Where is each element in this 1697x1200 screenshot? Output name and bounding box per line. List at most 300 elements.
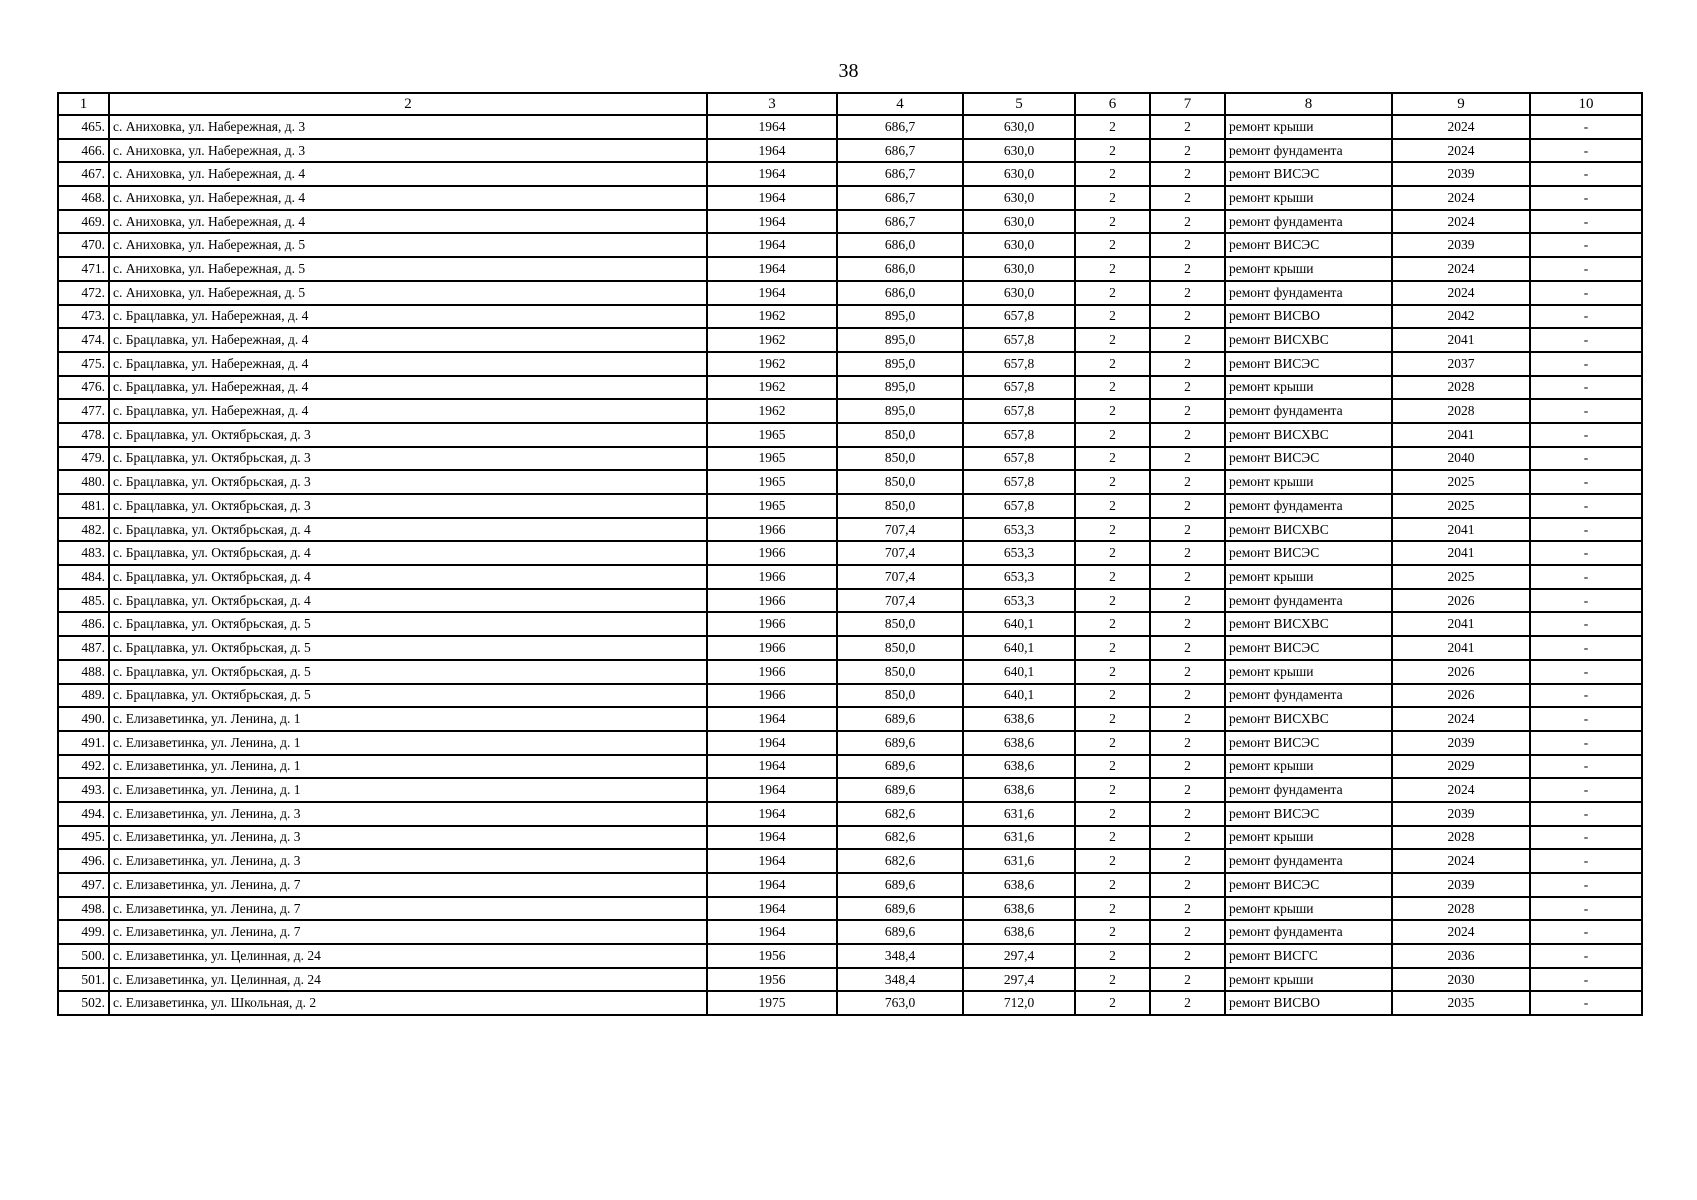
floors-cell: 2	[1075, 352, 1150, 376]
table-row	[58, 707, 1642, 731]
address-cell: с. Брацлавка, ул. Набережная, д. 4	[109, 399, 707, 423]
address-cell: с. Аниховка, ул. Набережная, д. 3	[109, 115, 707, 139]
address-cell: с. Елизаветинка, ул. Ленина, д. 7	[109, 873, 707, 897]
total-area-cell: 689,6	[837, 897, 963, 921]
row-number-cell: 466.	[58, 139, 109, 163]
living-area-cell: 630,0	[963, 162, 1075, 186]
floors-cell: 2	[1075, 589, 1150, 613]
entrances-cell: 2	[1150, 944, 1225, 968]
address-cell: с. Елизаветинка, ул. Школьная, д. 2	[109, 991, 707, 1015]
table-row	[58, 494, 1642, 518]
row-number-cell: 492.	[58, 755, 109, 779]
address-cell: с. Брацлавка, ул. Октябрьская, д. 4	[109, 589, 707, 613]
floors-cell: 2	[1075, 257, 1150, 281]
note-cell: -	[1530, 707, 1642, 731]
planned-year-cell: 2024	[1392, 778, 1530, 802]
entrances-cell: 2	[1150, 707, 1225, 731]
total-area-cell: 895,0	[837, 376, 963, 400]
row-number-cell: 470.	[58, 233, 109, 257]
entrances-cell: 2	[1150, 210, 1225, 234]
planned-year-cell: 2041	[1392, 328, 1530, 352]
living-area-cell: 631,6	[963, 849, 1075, 873]
planned-year-cell: 2025	[1392, 565, 1530, 589]
note-cell: -	[1530, 920, 1642, 944]
table-row	[58, 826, 1642, 850]
total-area-cell: 689,6	[837, 731, 963, 755]
entrances-cell: 2	[1150, 494, 1225, 518]
year-cell: 1956	[707, 968, 837, 992]
living-area-cell: 657,8	[963, 305, 1075, 329]
entrances-cell: 2	[1150, 328, 1225, 352]
planned-year-cell: 2024	[1392, 281, 1530, 305]
note-cell: -	[1530, 399, 1642, 423]
year-cell: 1962	[707, 376, 837, 400]
entrances-cell: 2	[1150, 778, 1225, 802]
work-type-cell: ремонт фундамента	[1225, 684, 1392, 708]
table-row	[58, 328, 1642, 352]
planned-year-cell: 2029	[1392, 755, 1530, 779]
address-cell: с. Брацлавка, ул. Октябрьская, д. 4	[109, 518, 707, 542]
table-row	[58, 778, 1642, 802]
table-row	[58, 399, 1642, 423]
column-header: 10	[1530, 93, 1642, 115]
table-row	[58, 162, 1642, 186]
address-cell: с. Брацлавка, ул. Набережная, д. 4	[109, 305, 707, 329]
address-cell: с. Брацлавка, ул. Октябрьская, д. 4	[109, 565, 707, 589]
total-area-cell: 850,0	[837, 494, 963, 518]
floors-cell: 2	[1075, 399, 1150, 423]
entrances-cell: 2	[1150, 968, 1225, 992]
note-cell: -	[1530, 565, 1642, 589]
floors-cell: 2	[1075, 139, 1150, 163]
year-cell: 1962	[707, 305, 837, 329]
floors-cell: 2	[1075, 447, 1150, 471]
work-type-cell: ремонт фундамента	[1225, 139, 1392, 163]
year-cell: 1966	[707, 684, 837, 708]
row-number-cell: 485.	[58, 589, 109, 613]
column-header: 3	[707, 93, 837, 115]
planned-year-cell: 2036	[1392, 944, 1530, 968]
entrances-cell: 2	[1150, 731, 1225, 755]
note-cell: -	[1530, 518, 1642, 542]
living-area-cell: 653,3	[963, 589, 1075, 613]
table-row	[58, 849, 1642, 873]
living-area-cell: 630,0	[963, 281, 1075, 305]
note-cell: -	[1530, 257, 1642, 281]
table-row	[58, 589, 1642, 613]
address-cell: с. Елизаветинка, ул. Ленина, д. 3	[109, 849, 707, 873]
floors-cell: 2	[1075, 565, 1150, 589]
table-row	[58, 991, 1642, 1015]
living-area-cell: 630,0	[963, 233, 1075, 257]
address-cell: с. Аниховка, ул. Набережная, д. 5	[109, 233, 707, 257]
year-cell: 1965	[707, 470, 837, 494]
row-number-cell: 482.	[58, 518, 109, 542]
floors-cell: 2	[1075, 305, 1150, 329]
address-cell: с. Елизаветинка, ул. Ленина, д. 3	[109, 826, 707, 850]
work-type-cell: ремонт крыши	[1225, 470, 1392, 494]
row-number-cell: 476.	[58, 376, 109, 400]
living-area-cell: 653,3	[963, 541, 1075, 565]
floors-cell: 2	[1075, 115, 1150, 139]
note-cell: -	[1530, 612, 1642, 636]
table-row	[58, 115, 1642, 139]
table-row	[58, 541, 1642, 565]
total-area-cell: 686,0	[837, 233, 963, 257]
total-area-cell: 348,4	[837, 968, 963, 992]
table-row	[58, 873, 1642, 897]
table-row	[58, 281, 1642, 305]
entrances-cell: 2	[1150, 897, 1225, 921]
row-number-cell: 480.	[58, 470, 109, 494]
year-cell: 1962	[707, 328, 837, 352]
living-area-cell: 630,0	[963, 257, 1075, 281]
year-cell: 1966	[707, 541, 837, 565]
total-area-cell: 895,0	[837, 328, 963, 352]
year-cell: 1964	[707, 257, 837, 281]
note-cell: -	[1530, 352, 1642, 376]
address-cell: с. Брацлавка, ул. Октябрьская, д. 5	[109, 660, 707, 684]
living-area-cell: 657,8	[963, 494, 1075, 518]
planned-year-cell: 2041	[1392, 612, 1530, 636]
total-area-cell: 850,0	[837, 423, 963, 447]
work-type-cell: ремонт фундамента	[1225, 589, 1392, 613]
table-row	[58, 944, 1642, 968]
total-area-cell: 850,0	[837, 684, 963, 708]
year-cell: 1964	[707, 139, 837, 163]
floors-cell: 2	[1075, 210, 1150, 234]
floors-cell: 2	[1075, 826, 1150, 850]
total-area-cell: 682,6	[837, 849, 963, 873]
address-cell: с. Елизаветинка, ул. Ленина, д. 1	[109, 707, 707, 731]
year-cell: 1962	[707, 352, 837, 376]
table-row	[58, 186, 1642, 210]
planned-year-cell: 2039	[1392, 802, 1530, 826]
entrances-cell: 2	[1150, 162, 1225, 186]
column-header: 9	[1392, 93, 1530, 115]
address-cell: с. Брацлавка, ул. Октябрьская, д. 3	[109, 423, 707, 447]
living-area-cell: 630,0	[963, 115, 1075, 139]
planned-year-cell: 2039	[1392, 162, 1530, 186]
total-area-cell: 686,7	[837, 210, 963, 234]
table-row	[58, 755, 1642, 779]
work-type-cell: ремонт ВИСХВС	[1225, 423, 1392, 447]
table-row	[58, 636, 1642, 660]
year-cell: 1966	[707, 565, 837, 589]
address-cell: с. Брацлавка, ул. Октябрьская, д. 3	[109, 447, 707, 471]
note-cell: -	[1530, 731, 1642, 755]
table-row	[58, 423, 1642, 447]
total-area-cell: 850,0	[837, 660, 963, 684]
address-cell: с. Брацлавка, ул. Октябрьская, д. 5	[109, 612, 707, 636]
address-cell: с. Елизаветинка, ул. Ленина, д. 1	[109, 731, 707, 755]
address-cell: с. Аниховка, ул. Набережная, д. 5	[109, 281, 707, 305]
floors-cell: 2	[1075, 328, 1150, 352]
year-cell: 1964	[707, 186, 837, 210]
table-row	[58, 897, 1642, 921]
total-area-cell: 689,6	[837, 920, 963, 944]
note-cell: -	[1530, 778, 1642, 802]
total-area-cell: 682,6	[837, 826, 963, 850]
table-row	[58, 684, 1642, 708]
planned-year-cell: 2037	[1392, 352, 1530, 376]
entrances-cell: 2	[1150, 186, 1225, 210]
table-row	[58, 920, 1642, 944]
total-area-cell: 689,6	[837, 707, 963, 731]
floors-cell: 2	[1075, 281, 1150, 305]
work-type-cell: ремонт крыши	[1225, 257, 1392, 281]
total-area-cell: 850,0	[837, 636, 963, 660]
row-number-cell: 471.	[58, 257, 109, 281]
living-area-cell: 630,0	[963, 139, 1075, 163]
floors-cell: 2	[1075, 991, 1150, 1015]
living-area-cell: 712,0	[963, 991, 1075, 1015]
entrances-cell: 2	[1150, 399, 1225, 423]
table-row	[58, 305, 1642, 329]
row-number-cell: 496.	[58, 849, 109, 873]
total-area-cell: 686,0	[837, 281, 963, 305]
floors-cell: 2	[1075, 470, 1150, 494]
floors-cell: 2	[1075, 541, 1150, 565]
year-cell: 1965	[707, 447, 837, 471]
floors-cell: 2	[1075, 494, 1150, 518]
entrances-cell: 2	[1150, 139, 1225, 163]
planned-year-cell: 2039	[1392, 873, 1530, 897]
table-row	[58, 376, 1642, 400]
note-cell: -	[1530, 991, 1642, 1015]
address-cell: с. Аниховка, ул. Набережная, д. 3	[109, 139, 707, 163]
table-row	[58, 257, 1642, 281]
entrances-cell: 2	[1150, 423, 1225, 447]
table-row	[58, 565, 1642, 589]
address-cell: с. Елизаветинка, ул. Целинная, д. 24	[109, 968, 707, 992]
entrances-cell: 2	[1150, 257, 1225, 281]
living-area-cell: 630,0	[963, 210, 1075, 234]
row-number-cell: 489.	[58, 684, 109, 708]
planned-year-cell: 2026	[1392, 660, 1530, 684]
year-cell: 1966	[707, 612, 837, 636]
total-area-cell: 686,7	[837, 186, 963, 210]
planned-year-cell: 2024	[1392, 849, 1530, 873]
work-type-cell: ремонт ВИСХВС	[1225, 328, 1392, 352]
planned-year-cell: 2028	[1392, 826, 1530, 850]
row-number-cell: 499.	[58, 920, 109, 944]
entrances-cell: 2	[1150, 376, 1225, 400]
planned-year-cell: 2024	[1392, 139, 1530, 163]
planned-year-cell: 2024	[1392, 115, 1530, 139]
floors-cell: 2	[1075, 186, 1150, 210]
floors-cell: 2	[1075, 897, 1150, 921]
table-row	[58, 660, 1642, 684]
planned-year-cell: 2024	[1392, 210, 1530, 234]
work-type-cell: ремонт крыши	[1225, 565, 1392, 589]
note-cell: -	[1530, 162, 1642, 186]
living-area-cell: 640,1	[963, 612, 1075, 636]
address-cell: с. Брацлавка, ул. Набережная, д. 4	[109, 328, 707, 352]
address-cell: с. Елизаветинка, ул. Ленина, д. 1	[109, 778, 707, 802]
planned-year-cell: 2024	[1392, 186, 1530, 210]
planned-year-cell: 2028	[1392, 399, 1530, 423]
living-area-cell: 657,8	[963, 447, 1075, 471]
total-area-cell: 682,6	[837, 802, 963, 826]
table-row	[58, 731, 1642, 755]
work-type-cell: ремонт ВИСГС	[1225, 944, 1392, 968]
total-area-cell: 686,7	[837, 139, 963, 163]
floors-cell: 2	[1075, 376, 1150, 400]
row-number-cell: 494.	[58, 802, 109, 826]
table-body	[58, 115, 1642, 1015]
entrances-cell: 2	[1150, 920, 1225, 944]
page-number: 38	[838, 60, 859, 82]
planned-year-cell: 2028	[1392, 376, 1530, 400]
table-row	[58, 802, 1642, 826]
total-area-cell: 689,6	[837, 873, 963, 897]
entrances-cell: 2	[1150, 281, 1225, 305]
note-cell: -	[1530, 423, 1642, 447]
row-number-cell: 500.	[58, 944, 109, 968]
total-area-cell: 850,0	[837, 612, 963, 636]
year-cell: 1966	[707, 518, 837, 542]
floors-cell: 2	[1075, 802, 1150, 826]
living-area-cell: 638,6	[963, 920, 1075, 944]
table-row	[58, 470, 1642, 494]
work-type-cell: ремонт крыши	[1225, 186, 1392, 210]
note-cell: -	[1530, 281, 1642, 305]
note-cell: -	[1530, 376, 1642, 400]
row-number-cell: 487.	[58, 636, 109, 660]
year-cell: 1964	[707, 210, 837, 234]
entrances-cell: 2	[1150, 447, 1225, 471]
planned-year-cell: 2039	[1392, 731, 1530, 755]
row-number-cell: 465.	[58, 115, 109, 139]
note-cell: -	[1530, 636, 1642, 660]
row-number-cell: 501.	[58, 968, 109, 992]
living-area-cell: 638,6	[963, 897, 1075, 921]
address-cell: с. Елизаветинка, ул. Ленина, д. 7	[109, 897, 707, 921]
living-area-cell: 638,6	[963, 755, 1075, 779]
note-cell: -	[1530, 541, 1642, 565]
year-cell: 1965	[707, 494, 837, 518]
entrances-cell: 2	[1150, 849, 1225, 873]
living-area-cell: 657,8	[963, 399, 1075, 423]
note-cell: -	[1530, 873, 1642, 897]
note-cell: -	[1530, 139, 1642, 163]
work-type-cell: ремонт фундамента	[1225, 210, 1392, 234]
work-type-cell: ремонт крыши	[1225, 968, 1392, 992]
year-cell: 1956	[707, 944, 837, 968]
note-cell: -	[1530, 968, 1642, 992]
living-area-cell: 297,4	[963, 968, 1075, 992]
planned-year-cell: 2030	[1392, 968, 1530, 992]
work-type-cell: ремонт ВИСВО	[1225, 305, 1392, 329]
note-cell: -	[1530, 944, 1642, 968]
row-number-cell: 472.	[58, 281, 109, 305]
total-area-cell: 686,0	[837, 257, 963, 281]
total-area-cell: 689,6	[837, 755, 963, 779]
floors-cell: 2	[1075, 684, 1150, 708]
planned-year-cell: 2041	[1392, 518, 1530, 542]
entrances-cell: 2	[1150, 802, 1225, 826]
address-cell: с. Аниховка, ул. Набережная, д. 5	[109, 257, 707, 281]
total-area-cell: 707,4	[837, 589, 963, 613]
table-row	[58, 233, 1642, 257]
note-cell: -	[1530, 849, 1642, 873]
entrances-cell: 2	[1150, 305, 1225, 329]
row-number-cell: 497.	[58, 873, 109, 897]
address-cell: с. Елизаветинка, ул. Целинная, д. 24	[109, 944, 707, 968]
note-cell: -	[1530, 660, 1642, 684]
column-header: 6	[1075, 93, 1150, 115]
row-number-cell: 473.	[58, 305, 109, 329]
registry-table	[57, 92, 1643, 1016]
year-cell: 1964	[707, 826, 837, 850]
living-area-cell: 657,8	[963, 423, 1075, 447]
row-number-cell: 493.	[58, 778, 109, 802]
planned-year-cell: 2028	[1392, 897, 1530, 921]
planned-year-cell: 2041	[1392, 636, 1530, 660]
living-area-cell: 653,3	[963, 518, 1075, 542]
table-row	[58, 210, 1642, 234]
row-number-cell: 491.	[58, 731, 109, 755]
entrances-cell: 2	[1150, 115, 1225, 139]
address-cell: с. Елизаветинка, ул. Ленина, д. 7	[109, 920, 707, 944]
living-area-cell: 653,3	[963, 565, 1075, 589]
note-cell: -	[1530, 897, 1642, 921]
total-area-cell: 707,4	[837, 565, 963, 589]
column-header: 5	[963, 93, 1075, 115]
living-area-cell: 640,1	[963, 636, 1075, 660]
work-type-cell: ремонт фундамента	[1225, 281, 1392, 305]
planned-year-cell: 2040	[1392, 447, 1530, 471]
year-cell: 1964	[707, 115, 837, 139]
row-number-cell: 478.	[58, 423, 109, 447]
year-cell: 1962	[707, 399, 837, 423]
table-row	[58, 139, 1642, 163]
total-area-cell: 895,0	[837, 305, 963, 329]
planned-year-cell: 2026	[1392, 684, 1530, 708]
work-type-cell: ремонт крыши	[1225, 755, 1392, 779]
address-cell: с. Елизаветинка, ул. Ленина, д. 1	[109, 755, 707, 779]
living-area-cell: 630,0	[963, 186, 1075, 210]
planned-year-cell: 2025	[1392, 470, 1530, 494]
address-cell: с. Аниховка, ул. Набережная, д. 4	[109, 186, 707, 210]
address-cell: с. Брацлавка, ул. Октябрьская, д. 3	[109, 494, 707, 518]
row-number-cell: 477.	[58, 399, 109, 423]
year-cell: 1964	[707, 707, 837, 731]
address-cell: с. Брацлавка, ул. Октябрьская, д. 5	[109, 684, 707, 708]
row-number-cell: 481.	[58, 494, 109, 518]
work-type-cell: ремонт ВИСЭС	[1225, 541, 1392, 565]
entrances-cell: 2	[1150, 518, 1225, 542]
living-area-cell: 638,6	[963, 731, 1075, 755]
entrances-cell: 2	[1150, 826, 1225, 850]
work-type-cell: ремонт ВИСЭС	[1225, 447, 1392, 471]
floors-cell: 2	[1075, 944, 1150, 968]
total-area-cell: 707,4	[837, 518, 963, 542]
work-type-cell: ремонт фундамента	[1225, 399, 1392, 423]
work-type-cell: ремонт крыши	[1225, 376, 1392, 400]
work-type-cell: ремонт крыши	[1225, 826, 1392, 850]
planned-year-cell: 2041	[1392, 541, 1530, 565]
living-area-cell: 657,8	[963, 328, 1075, 352]
planned-year-cell: 2024	[1392, 920, 1530, 944]
row-number-cell: 475.	[58, 352, 109, 376]
planned-year-cell: 2026	[1392, 589, 1530, 613]
table-row	[58, 518, 1642, 542]
address-cell: с. Аниховка, ул. Набережная, д. 4	[109, 210, 707, 234]
entrances-cell: 2	[1150, 873, 1225, 897]
row-number-cell: 486.	[58, 612, 109, 636]
